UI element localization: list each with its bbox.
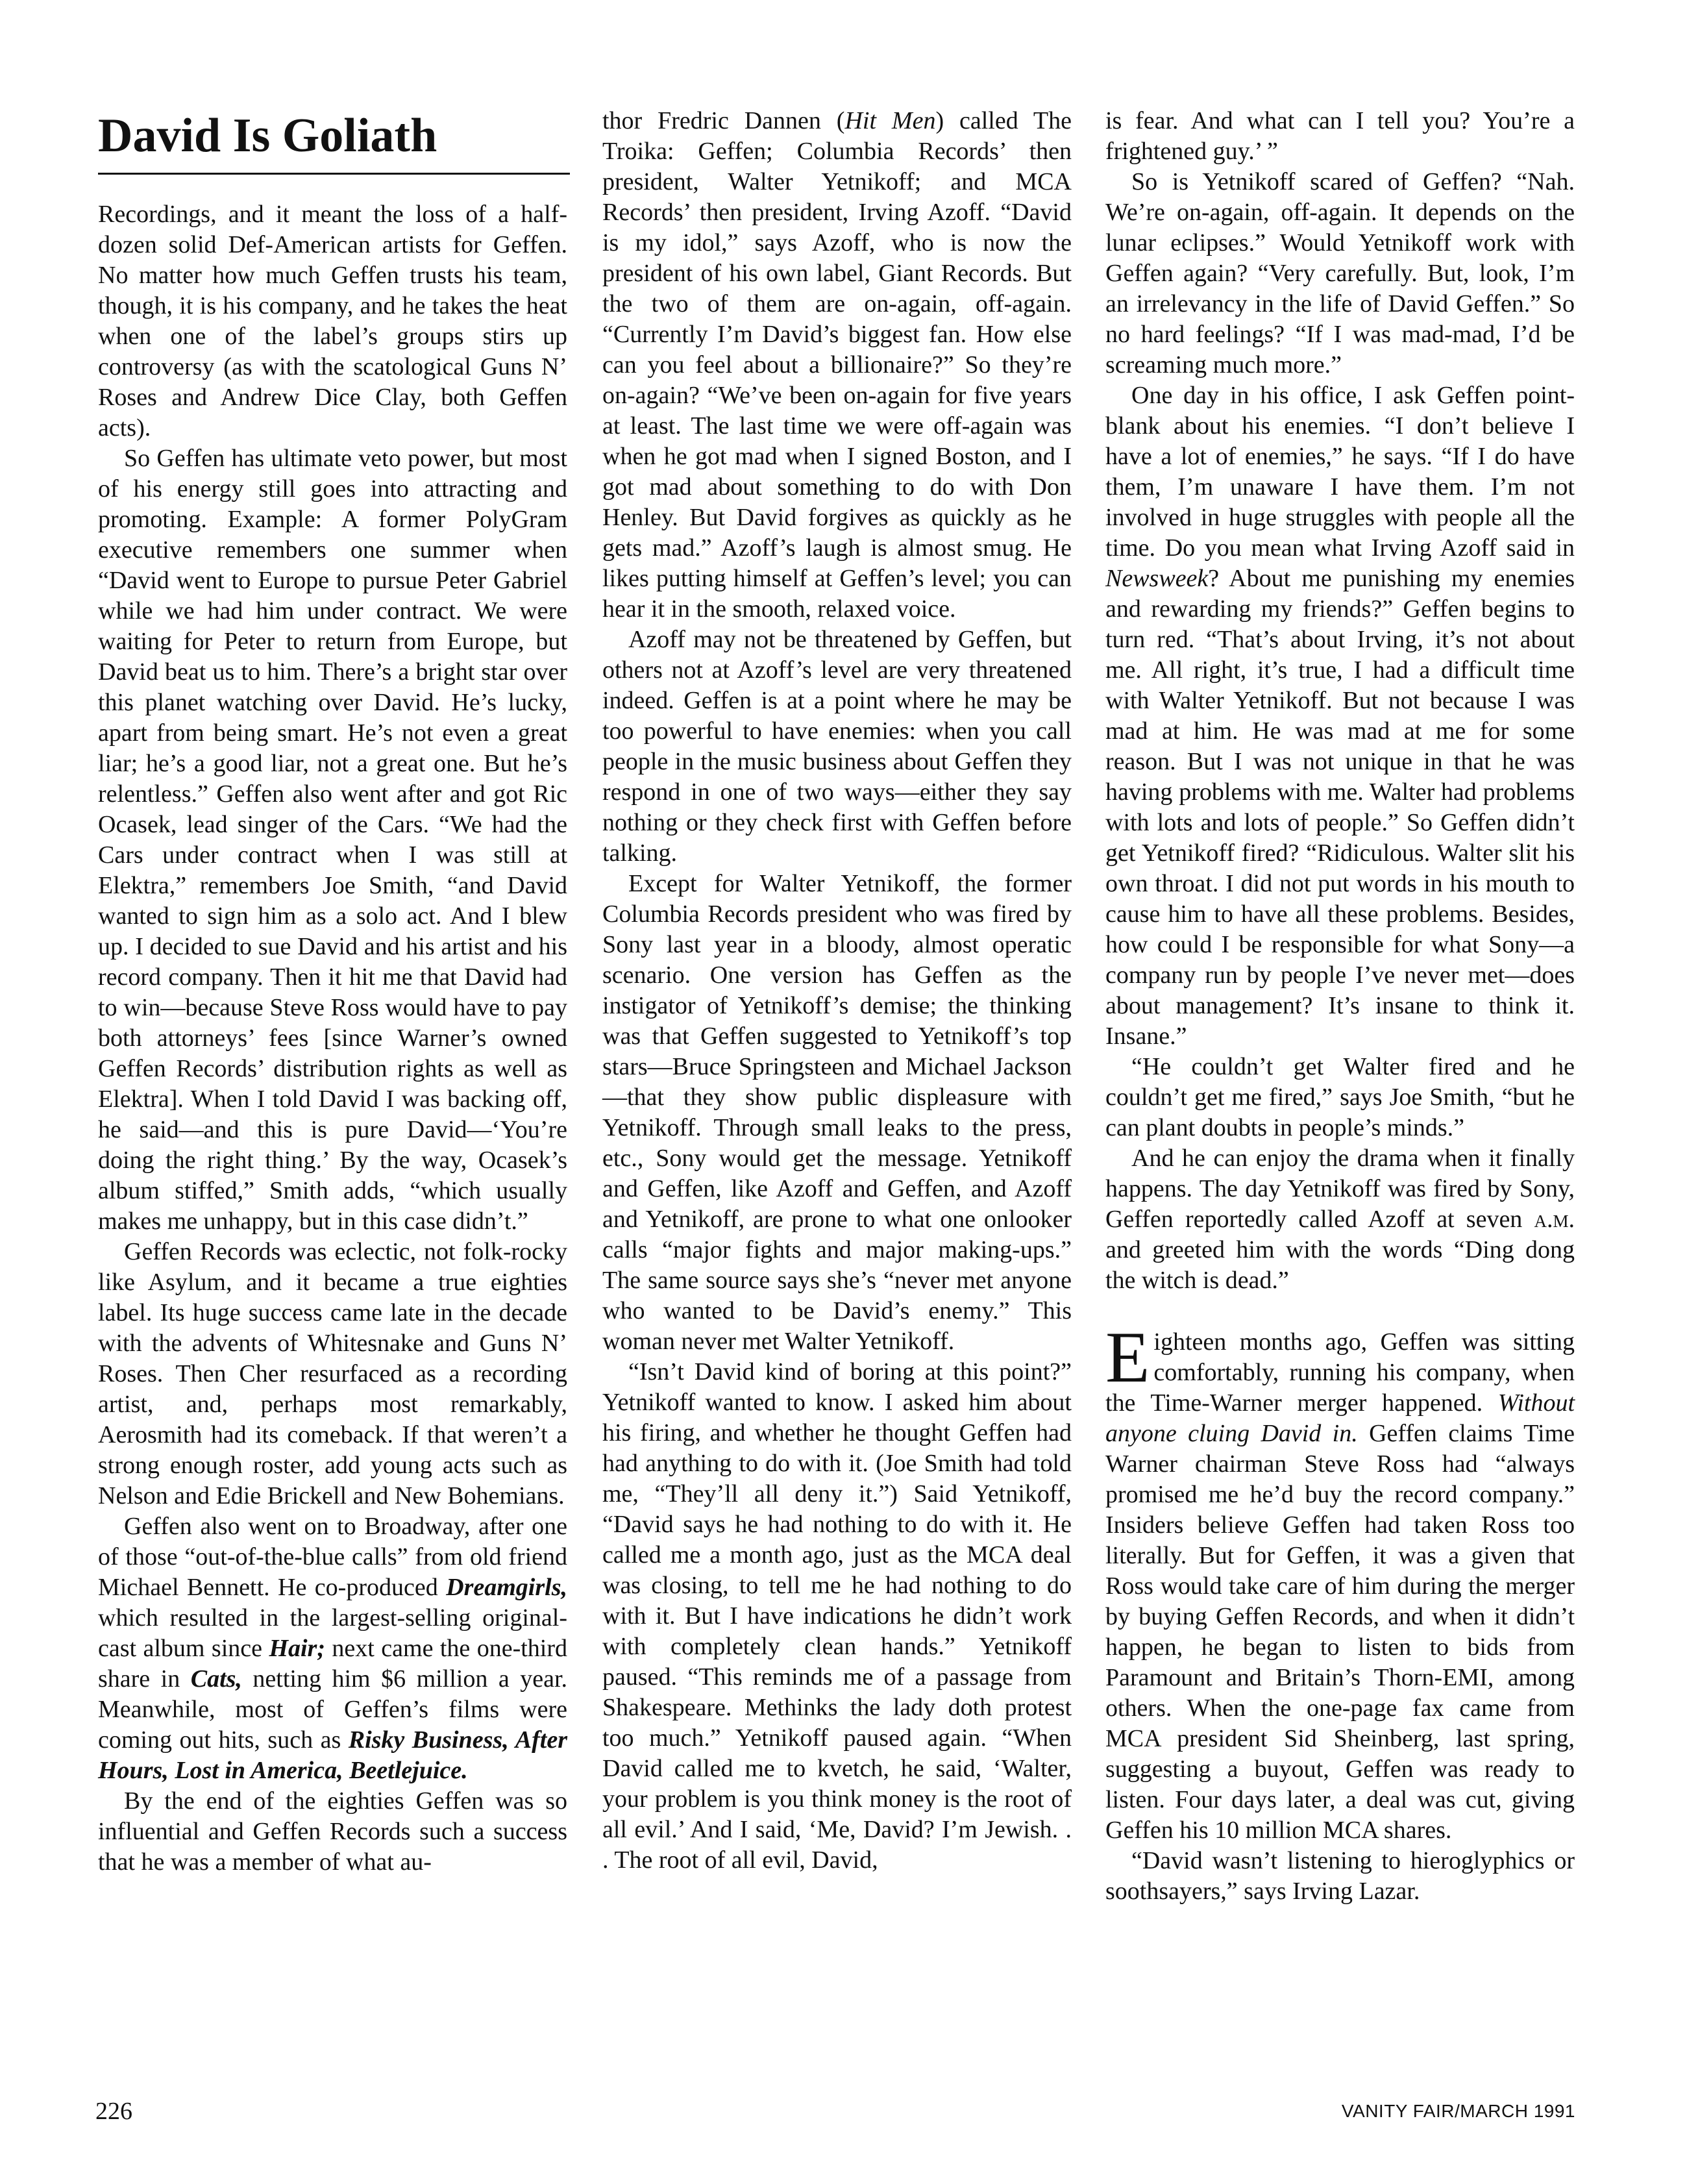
paragraph: So Geffen has ultimate veto power, but most of his energy still goes into attracting and promoting. Example: A former PolyGram executive remembers one summer when “David went to Europe to pursue Peter Gabriel while we had him under contract. We were waiting for Peter to return from Europe, but David beat us to him. There’s a bright star over this planet watching over David. He’s lucky, apart from being smart. He’s not even a great liar; he’s a good liar, not a great one. But he’s relentless.” Geffen also went after and got Ric Ocasek, lead singer of the Cars. “We had the Cars under contract when I was still at Elektra,” remembers Joe Smith, “and David wanted to sign him as a solo act. And I blew up. I decided to sue David and his artist and his record company. Then it hit me that David had to win—because Steve Ross would have to pay both attorneys’ fees [since Warner’s owned Geffen Records’ distribution rights as well as Elektra]. When I told David I was backing off, he said—and this is pure David—‘You’re doing the right thing.’ By the way, Ocasek’s album stiffed,” Smith adds, “which usually makes me unhappy, but in this case didn’t.” [98,445,567,1235]
paragraph [1105,1143,1575,1296]
paragraph [98,1511,567,1786]
text-run: ? About me punishing my enemies and rewarding my friends?” Geffen begins to turn red. “That’s about Irving, it’s not about me. All right, it’s true, I had a difficult time with Walter Yetnikoff. But not because I was mad at him. He was mad at me for some reason. But I was not unique in that he was having problems with me. Walter had problems with lots and lots of people.” So Geffen didn’t get Yetnikoff fired? “Ridiculous. Walter slit his own throat. I did not put words in his mouth to cause him to have all these problems. Besides, how could I be responsible for what Sony—a company run by people I’ve never met—does about management? It’s insane to think it. Insane.” [1105,565,1575,1050]
text-run: And he can enjoy the drama when it finally happens. The day Yetnikoff was fired by Sony, Geffen reportedly called Azoff at seven [1105,1145,1575,1233]
text-run: thor Fredric Dannen ( [602,107,845,134]
text-run: Geffen also went on to Broadway, after one of those “out-of-the-blue calls” from old friend Michael Bennett. He co-produced [98,1513,567,1601]
title-dreamgirls: Dreamgirls, [446,1574,567,1601]
text-run: netting him $6 million a year. Meanwhile, most of Geffen’s films were coming out hits, such as [98,1665,568,1754]
text-run: ighteen months ago, Geffen was sitting comfortably, running his company, when the Time-Warner merger happened. [1105,1328,1575,1417]
text-run: which resulted in the largest-selling original-cast album since [98,1604,567,1662]
film-titles: Risky Business, After Hours, Lost in America, Beetlejuice. [98,1726,567,1784]
paragraph [1105,380,1575,1052]
column-1 [98,199,567,1878]
paragraph: is fear. And what can I tell you? You’re a frightened guy.’ ” [1105,107,1575,165]
italic-phrase: Without anyone cluing David in. [1105,1389,1575,1447]
text-run: ) called The Troika: Geffen; Columbia Records’ then president, Walter Yetnikoff; and MCA Records’ then president, Irving Azoff. “David is my idol,” says Azoff, who is now the president of his own label, Giant Records. But the two of them are on-again, off-again. “Currently I’m David’s biggest fan. How else can you feel about a billionaire?” So they’re on-again? “We’ve been on-again for five years at least. The last time we were off-again was when he got mad when I signed Boston, and I got mad about something to do with Don Henley. But David forgives as quickly as he gets mad.” Azoff’s laugh is almost smug. He likes putting himself at Geffen’s level; you can hear it in the smooth, relaxed voice. [602,107,1072,623]
page-number: 226 [95,2098,132,2125]
text-run: Geffen claims Time Warner chairman Steve Ross had “always promised me he’d buy the record company.” Insiders believe Geffen had taken Ross too literally. But for Geffen, it was a given that Ross would take care of him during the merger by buying Geffen Records, and when it didn’t happen, he began to listen to bids from Paramount and Britain’s Thorn-EMI, among others. When the one-page fax came from MCA president Sid Sheinberg, last spring, suggesting a buyout, Geffen was ready to listen. Four days later, a deal was cut, giving Geffen his 10 million MCA shares. [1105,1420,1575,1844]
paragraph: Azoff may not be threatened by Geffen, but others not at Azoff’s level are very threatened indeed. Geffen is at a point where he may be too powerful to have enemies: when you call people in the music business about Geffen they respond in one of two ways—either they say nothing or they check first with Geffen before talking. [602,626,1072,867]
drop-cap: E [1105,1317,1150,1398]
column-2 [602,106,1072,1876]
text-run: and greeted him with the words “Ding dong the witch is dead.” [1105,1236,1575,1294]
paragraph: “Isn’t David kind of boring at this point?” Yetnikoff wanted to know. I asked him about his firing, and whether he thought Geffen had had anything to do with it. (Joe Smith had told me, “They’ll all deny it.”) Said Yetnikoff, “David says he had nothing to do with it. He called me a month ago, just as the MCA deal was closing, to tell me he had nothing to do with it. But I have indications he didn’t work with completely clean hands.” Yetnikoff paused. “This reminds me of a passage from Shakespeare. Methinks the lady doth protest too much.” Yetnikoff paused again. “When David called me to kvetch, he said, ‘Walter, your problem is you think money is the root of all evil.’ And I said, ‘Me, David? I’m Jewish. . . The root of all evil, David, [602,1358,1072,1874]
paragraph: By the end of the eighties Geffen was so influential and Geffen Records such a success that he was a member of what au- [98,1787,567,1876]
issue-credit: VANITY FAIR/MARCH 1991 [1341,2101,1575,2121]
title-hit-men: Hit Men [844,107,936,134]
paragraph: So is Yetnikoff scared of Geffen? “Nah. We’re on-again, off-again. It depends on the lunar eclipses.” Would Yetnikoff work with Geffen again? “Very carefully. But, look, I’m an irrelevancy in the life of David Geffen.” So no hard feelings? “If I was mad-mad, I’d be screaming much more.” [1105,168,1575,378]
paragraph: Except for Walter Yetnikoff, the former Columbia Records president who was fired by Sony last year in a bloody, almost operatic scenario. One version has Geffen as the instigator of Yetnikoff’s demise; the thinking was that Geffen suggested to Yetnikoff’s top stars—Bruce Springsteen and Michael Jackson—that they show public displeasure with Yetnikoff. Through small leaks to the press, etc., Sony would get the message. Yetnikoff and Geffen, like Azoff and Geffen, and Azoff and Yetnikoff, are prone to what one onlooker calls “major fights and major making-ups.” The same source says she’s “never met anyone who wanted to be David’s enemy.” This woman never met Walter Yetnikoff. [602,870,1072,1355]
title-hair: Hair; [269,1635,325,1662]
title-cats: Cats, [190,1665,242,1693]
time-abbrev: a.m. [1534,1206,1575,1233]
paragraph: Geffen Records was eclectic, not folk-rocky like Asylum, and it became a true eighties label. Its huge success came late in the decade with the advents of Whitesnake and Guns N’ Roses. Then Cher resurfaced as a recording artist, and, perhaps most remarkably, Aerosmith had its comeback. If that weren’t a strong enough roster, add young acts such as Nelson and Edie Brickell and New Bohemians. [98,1238,567,1509]
headline-rule [98,173,570,175]
section-paragraph [1105,1317,1575,1846]
paragraph: Recordings, and it meant the loss of a half-dozen solid Def-American artists for Geffen. No matter how much Geffen trusts his team, though, it is his company, and he takes the heat when one of the label’s groups stirs up controversy (as with the scatological Guns N’ Roses and Andrew Dice Clay, both Geffen acts). [98,201,567,441]
paragraph: “David wasn’t listening to hieroglyphics or soothsayers,” says Irving Lazar. [1105,1847,1575,1905]
column-3 [1105,106,1575,1907]
paragraph [602,106,1072,625]
text-run: next came the one-third share in [98,1635,568,1693]
title-newsweek: Newsweek [1105,565,1209,592]
headline: David Is Goliath [98,109,437,162]
paragraph: “He couldn’t get Walter fired and he couldn’t get me fired,” says Joe Smith, “but he can plant doubts in people’s minds.” [1105,1053,1575,1141]
text-run: One day in his office, I ask Geffen point-blank about his enemies. “I don’t believe I have a lot of enemies,” he says. “If I do have them, I’m unaware I have them. I’m not involved in huge struggles with people all the time. Do you mean what Irving Azoff said in [1105,382,1575,562]
